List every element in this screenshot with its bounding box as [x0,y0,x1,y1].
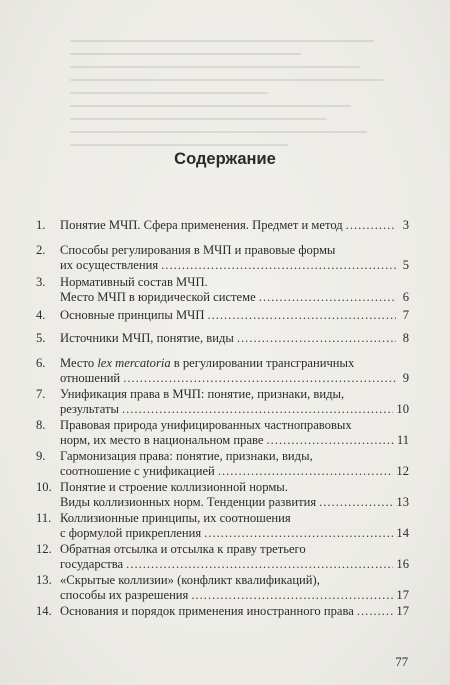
toc-entry-page: 14 [396,526,409,540]
toc-entry-title-line: Коллизионные принципы, их соотношения [60,511,291,525]
toc-entry-title-line: Место МЧП в юридической системе [60,290,256,304]
toc-entry-title-line: государства [60,557,124,571]
toc-entry-title-line: Понятие и строение коллизионной нормы. [60,480,288,494]
toc-entry-number: 7. [36,387,46,401]
toc-entry-page: 6 [402,290,409,304]
toc-entry-number: 14. [36,604,52,618]
toc-entry-title-line: норм, их место в национальном праве [60,433,264,447]
toc-entry-title-line: отношений [60,371,121,385]
toc-entry-number: 2. [36,243,46,257]
dot-leader [319,495,393,510]
toc-entry-title-line: соотношение с унификацией [60,464,215,478]
toc-entry-title-line: «Скрытые коллизии» (конфликт квалификаций), [60,573,320,587]
toc-entry-title-line: Правовая природа унифицированных частноправовых [60,418,352,432]
toc-entry-number: 3. [36,275,46,289]
dot-leader [207,308,396,323]
toc-entry-number: 11. [36,511,52,525]
dot-leader [357,604,394,619]
toc-entry-page: 16 [396,557,409,571]
toc-entry-title-line: Основные принципы МЧП [60,308,205,322]
dot-leader [237,331,396,346]
contents-heading: Содержание [174,150,276,168]
dot-leader [126,557,393,572]
toc-entry-number: 13. [36,573,52,587]
toc-entry-number: 1. [36,218,46,232]
page-number: 77 [395,655,408,669]
toc-entry-title-line: Понятие МЧП. Сфера применения. Предмет и метод [60,218,343,232]
toc-entry-title-line: Гармонизация права: понятие, признаки, виды, [60,449,313,463]
dot-leader [259,290,396,305]
toc-entry-number: 10. [36,480,52,494]
show-through-text [70,40,400,150]
toc-entry-page: 7 [402,308,409,322]
toc-entry-title-line: Виды коллизионных норм. Тенденции развития [60,495,317,509]
toc-entry-title-line: их осуществления [60,258,159,272]
dot-leader [346,218,396,233]
dot-leader [218,464,394,479]
toc-entry-number: 12. [36,542,52,556]
dot-leader [161,258,396,273]
toc-entry-page: 3 [402,218,409,232]
dot-leader [204,526,393,541]
toc-entry-title-line: Нормативный состав МЧП. [60,275,208,289]
toc-entry-page: 17 [396,588,409,602]
toc-entry-title-line: Обратная отсылка и отсылка к праву третьего [60,542,306,556]
toc-entry-page: 11 [396,433,409,447]
toc-entry-page: 5 [402,258,409,272]
toc-entry-page: 13 [396,495,409,509]
toc-entry-page: 17 [396,604,409,618]
toc-entry-title-line: результаты [60,402,119,416]
dot-leader [191,588,393,603]
toc-entry-title-line: Унификация права в МЧП: понятие, признаки, виды, [60,387,345,401]
toc-entry-number: 6. [36,356,46,370]
toc-entry-title-line: способы их разрешения [60,588,189,602]
dot-leader [123,371,396,386]
toc-entry-page: 10 [396,402,409,416]
toc-entry-title-line: Основания и порядок применения иностранного права [60,604,354,618]
toc-entry-number: 5. [36,331,46,345]
dot-leader [122,402,393,417]
dot-leader [267,433,394,448]
toc-entry-page: 9 [402,371,409,385]
toc-entry-number: 4. [36,308,46,322]
toc-entry-page: 12 [396,464,409,478]
toc-entry-page: 8 [402,331,409,345]
toc-entry-title-line: Способы регулирования в МЧП и правовые формы [60,243,336,257]
toc-entry-number: 9. [36,449,46,463]
toc-entry-title-line: Источники МЧП, понятие, виды [60,331,234,345]
toc-entry-title-line: с формулой прикрепления [60,526,202,540]
toc-entry-number: 8. [36,418,46,432]
toc-entry-title-line: Место lex mercatoria в регулировании трансграничных [60,356,355,370]
